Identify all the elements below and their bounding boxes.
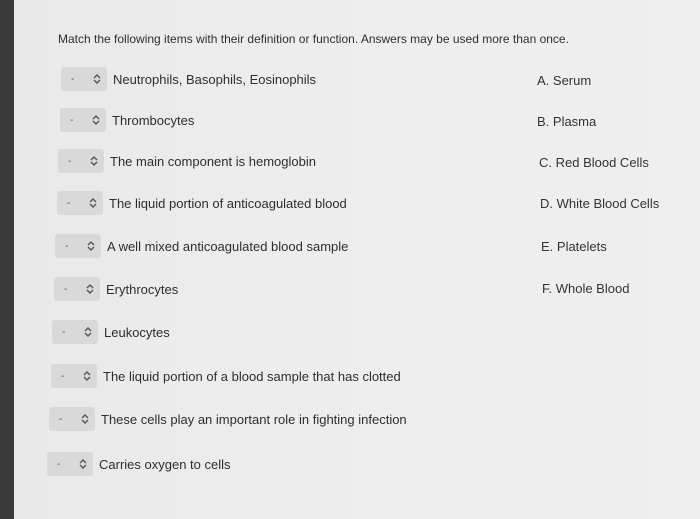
chevron-up-down-icon bbox=[87, 197, 99, 209]
item-label: The liquid portion of anticoagulated blood bbox=[109, 195, 347, 211]
chevron-up-down-icon bbox=[81, 370, 93, 382]
match-row bbox=[47, 451, 231, 477]
select-value: - bbox=[67, 198, 71, 209]
answer-select[interactable] bbox=[49, 407, 95, 431]
match-row bbox=[54, 276, 178, 302]
answer-option-a: A. Serum bbox=[537, 73, 592, 88]
item-label: The main component is hemoglobin bbox=[110, 153, 316, 169]
answer-select[interactable] bbox=[58, 149, 104, 173]
answer-select[interactable] bbox=[60, 108, 106, 132]
answer-select[interactable] bbox=[52, 320, 98, 344]
item-label: The liquid portion of a blood sample that has clotted bbox=[103, 368, 401, 384]
item-label: Leukocytes bbox=[104, 324, 170, 340]
answer-select[interactable] bbox=[51, 364, 97, 388]
answer-option-c: C. Red Blood Cells bbox=[539, 155, 649, 170]
item-label: These cells play an important role in fighting infection bbox=[101, 411, 407, 427]
chevron-up-down-icon bbox=[88, 155, 100, 167]
chevron-up-down-icon bbox=[77, 458, 89, 470]
answer-option-b: B. Plasma bbox=[537, 114, 597, 129]
chevron-up-down-icon bbox=[82, 326, 94, 338]
question-instructions: Match the following items with their definition or function. Answers may be used more than once. bbox=[58, 32, 569, 46]
match-row bbox=[60, 107, 194, 133]
match-row bbox=[49, 406, 407, 432]
select-value: - bbox=[71, 74, 75, 85]
item-label: A well mixed anticoagulated blood sample bbox=[107, 238, 349, 254]
select-value: - bbox=[65, 241, 69, 252]
select-value: - bbox=[61, 371, 65, 382]
answer-option-e: E. Platelets bbox=[541, 239, 607, 254]
answer-select[interactable] bbox=[55, 234, 101, 258]
select-value: - bbox=[62, 327, 66, 338]
answer-select[interactable] bbox=[57, 191, 103, 215]
chevron-up-down-icon bbox=[90, 114, 102, 126]
match-row bbox=[52, 319, 170, 345]
answer-select[interactable] bbox=[54, 277, 100, 301]
chevron-up-down-icon bbox=[91, 73, 103, 85]
answer-select[interactable] bbox=[61, 67, 107, 91]
item-label: Thrombocytes bbox=[112, 112, 195, 128]
match-row bbox=[61, 66, 316, 92]
chevron-up-down-icon bbox=[85, 240, 97, 252]
item-label: Erythrocytes bbox=[106, 281, 179, 297]
select-value: - bbox=[59, 414, 63, 425]
chevron-up-down-icon bbox=[84, 283, 96, 295]
answer-option-d: D. White Blood Cells bbox=[540, 196, 660, 211]
match-row bbox=[51, 363, 401, 389]
item-label: Carries oxygen to cells bbox=[99, 456, 231, 472]
item-label: Neutrophils, Basophils, Eosinophils bbox=[113, 71, 317, 87]
select-value: - bbox=[57, 459, 61, 470]
match-row bbox=[57, 190, 347, 216]
answer-select[interactable] bbox=[47, 452, 93, 476]
match-row bbox=[55, 233, 348, 259]
match-row bbox=[58, 148, 316, 174]
answer-option-f: F. Whole Blood bbox=[542, 281, 630, 296]
select-value: - bbox=[70, 115, 74, 126]
select-value: - bbox=[68, 156, 72, 167]
select-value: - bbox=[64, 284, 68, 295]
chevron-up-down-icon bbox=[79, 413, 91, 425]
